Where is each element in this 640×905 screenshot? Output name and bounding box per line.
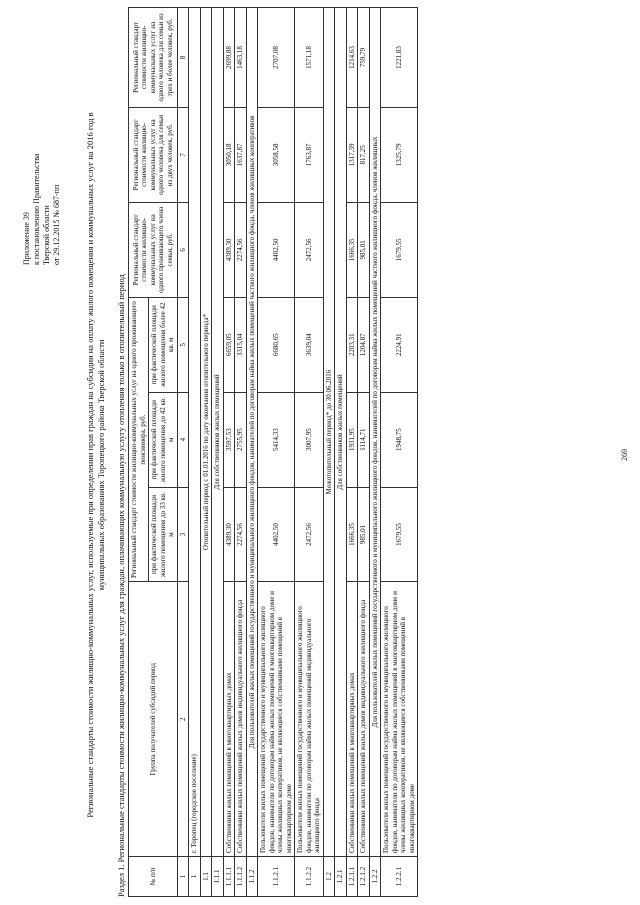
appendix-block [22, 154, 62, 265]
row-number: 1.1.1 [212, 857, 224, 897]
cell-col6: 1666,35 [346, 202, 358, 297]
table-row-1-1-2 [246, 8, 258, 897]
header-sub3: при фактической площади жилого помещения до 33 кв. м [149, 487, 178, 582]
appendix-line-1: Приложение 39 [22, 212, 31, 265]
row-span-text: Для собственников жилых помещений [335, 8, 347, 857]
row-number: 1.1.2.2 [295, 857, 324, 897]
column-number-row [177, 8, 189, 897]
header-std-one: Региональный стандарт стоимости жилищно-коммунальных услуг на одного проживающего пенсионера, руб. [129, 297, 149, 582]
row-span-text: г. Торопец (городское поселение) [189, 8, 201, 857]
header-group: Группа получателей субсидий период [129, 582, 178, 857]
cell-col8: 2707,08 [258, 8, 295, 108]
table-row-1-2-2-1 [381, 8, 418, 897]
row-group-text: Собственники жилых помещений в многоквартирных домах [346, 582, 358, 857]
row-number: 1.1 [200, 857, 212, 897]
row-number: 1.1.2 [246, 857, 258, 897]
cell-col8: 1571,18 [295, 8, 324, 108]
row-group-text: Пользователи жилых помещений государственного и муниципального жилищного фондов, наниматели по договорам найма жилых помещений индивидуального жилищного фонда [295, 582, 324, 857]
cell-col7: 1317,39 [346, 107, 358, 202]
cell-col5: 6680,65 [258, 297, 295, 392]
table-row-1-2-1-1 [346, 8, 358, 897]
cell-col8: 2699,88 [223, 8, 235, 108]
document-title: Региональные стандарты стоимости жилищно-коммунальных услуг, используемые при определении прав граждан на субсидии на оплату жилого помещения и коммунальных услуг на 2016 год в муниципальных образованиях Торопецкого района Тверской области [85, 112, 106, 818]
cell-col4: 2755,95 [235, 392, 247, 487]
cell-col8: 1463,18 [235, 8, 247, 108]
table-row-1-2-1-2 [358, 8, 370, 897]
colnum-7: 7 [177, 107, 189, 202]
cell-col3: 1679,55 [381, 487, 418, 582]
standards-table [128, 7, 418, 897]
row-number: 1.2.1 [335, 857, 347, 897]
row-group-text: Собственники жилых помещений жилых домов индивидуального жилищного фонда [235, 582, 247, 857]
appendix-line-2: к постановлению Правительства [32, 153, 41, 265]
header-row [129, 8, 149, 897]
appendix-line-4: от 29.12.2015 № 687-пп [52, 184, 61, 265]
cell-col6: 4389,30 [223, 202, 235, 297]
cell-col7: 1325,79 [381, 107, 418, 202]
cell-col3: 4402,50 [258, 487, 295, 582]
cell-col7: 1763,87 [295, 107, 324, 202]
cell-col4: 1931,95 [346, 392, 358, 487]
page-number: 269 [620, 449, 629, 461]
table-row-1-2-1 [335, 8, 347, 897]
row-group-text: Пользователи жилых помещений государственного и муниципального жилищного фондов, наниматели по договорам найма жилых помещений в многоквартирном доме и члены жилищных кооперативов, не являющиеся собственниками помещений в многоквартирном доме [258, 582, 295, 857]
header-col8: Региональный стандарт стоимости жилищно-коммунальных услуг на одного человека для семьи из трех и более человек, руб. [129, 8, 178, 108]
colnum-4: 4 [177, 392, 189, 487]
section-title: Раздел 1. Региональные стандарты стоимости жилищно-коммунальных услуг для граждан, оплачивающих коммунальную услугу отопления только в отопительный период [116, 274, 126, 897]
colnum-6: 6 [177, 202, 189, 297]
row-group-text: Собственники жилых помещений в многоквартирных домах [223, 582, 235, 857]
colnum-5: 5 [177, 297, 189, 392]
cell-col4: 5414,33 [258, 392, 295, 487]
row-number: 1.2.2 [369, 857, 381, 897]
row-number: 1.1.1.1 [223, 857, 235, 897]
cell-col4: 3007,95 [295, 392, 324, 487]
row-number: 1.2.2.1 [381, 857, 418, 897]
table-row-1-1 [200, 8, 212, 897]
colnum-1: 1 [177, 857, 189, 897]
cell-col5: 6659,05 [223, 297, 235, 392]
cell-col6: 4402,50 [258, 202, 295, 297]
colnum-8: 8 [177, 8, 189, 108]
table-row-1-1-1-2 [235, 8, 247, 897]
header-num: № п/п [129, 857, 178, 897]
table-row-1-1-2-2 [295, 8, 324, 897]
cell-col3: 2274,56 [235, 487, 247, 582]
header-col6: Региональный стандарт стоимости жилищно-коммунальных услуг на одного проживающего члена семьи, руб. [129, 202, 178, 297]
cell-col3: 985,01 [358, 487, 370, 582]
header-sub5: при фактической площади жилого помещения более 42 кв. м [149, 297, 178, 392]
cell-col7: 1637,87 [235, 107, 247, 202]
row-span-text: Межотопительный период* до 30.06.2016 [323, 8, 335, 857]
colnum-3: 3 [177, 487, 189, 582]
cell-col3: 4389,30 [223, 487, 235, 582]
table-row-1-1-2-1 [258, 8, 295, 897]
row-group-text: Собственники жилых помещений жилых домов индивидуального жилищного фонда [358, 582, 370, 857]
row-span-text: Для собственников жилых помещений [212, 8, 224, 857]
cell-col8: 1221,83 [381, 8, 418, 108]
colnum-2: 2 [177, 582, 189, 857]
header-sub4: при фактической площади жилого помещения до 42 кв. м [149, 392, 178, 487]
table-row-1-1-1-1 [223, 8, 235, 897]
row-span-text: Для пользователей жилых помещений государственного и муниципального жилищного фондов, нанимателей по договорам найма жилых помещений частного жилищного фонда, членов жилищных [369, 8, 381, 857]
cell-col7: 3050,18 [223, 107, 235, 202]
cell-col6: 2472,56 [295, 202, 324, 297]
cell-col3: 1666,35 [346, 487, 358, 582]
cell-col8: 759,79 [358, 8, 370, 108]
header-col7: Региональный стандарт стоимости жилищно-коммунальных услуг на одного человека для семьи из двух человек, руб. [129, 107, 178, 202]
row-number: 1 [189, 857, 201, 897]
row-number: 1.2 [323, 857, 335, 897]
table-row-1-2 [323, 8, 335, 897]
row-span-text: Отопительный период с 01.01.2016 по дату окончания отопительного периода* [200, 8, 212, 857]
table-row-1-1-1 [212, 8, 224, 897]
row-number: 1.1.1.2 [235, 857, 247, 897]
row-number: 1.2.1.1 [346, 857, 358, 897]
cell-col6: 1679,55 [381, 202, 418, 297]
cell-col4: 1948,75 [381, 392, 418, 487]
cell-col7: 817,25 [358, 107, 370, 202]
cell-col7: 3058,58 [258, 107, 295, 202]
cell-col5: 3639,04 [295, 297, 324, 392]
table-row-1-2-2 [369, 8, 381, 897]
cell-col5: 1204,87 [358, 297, 370, 392]
cell-col5: 3315,04 [235, 297, 247, 392]
table-row-1 [189, 8, 201, 897]
row-group-text: Пользователи жилых помещений государственного и муниципального жилищного фондов, наниматели по договорам найма жилых помещений в многоквартирном доме и члены жилищных кооперативов, не являющиеся собственниками помещений в многоквартирном доме [381, 582, 418, 857]
cell-col6: 985,01 [358, 202, 370, 297]
row-span-text: Для пользователей жилых помещений государственного и муниципального жилищного фондов, нанимателей по договорам найма жилых помещений частного жилищного фонда, членов жилищных кооперативов [246, 8, 258, 857]
appendix-line-3: Тверской области [42, 205, 51, 265]
cell-col6: 2274,56 [235, 202, 247, 297]
cell-col8: 1214,63 [346, 8, 358, 108]
cell-col4: 1114,71 [358, 392, 370, 487]
cell-col5: 2224,91 [381, 297, 418, 392]
cell-col4: 3597,53 [223, 392, 235, 487]
cell-col5: 2203,31 [346, 297, 358, 392]
cell-col3: 2472,56 [295, 487, 324, 582]
row-number: 1.1.2.1 [258, 857, 295, 897]
row-number: 1.2.1.2 [358, 857, 370, 897]
